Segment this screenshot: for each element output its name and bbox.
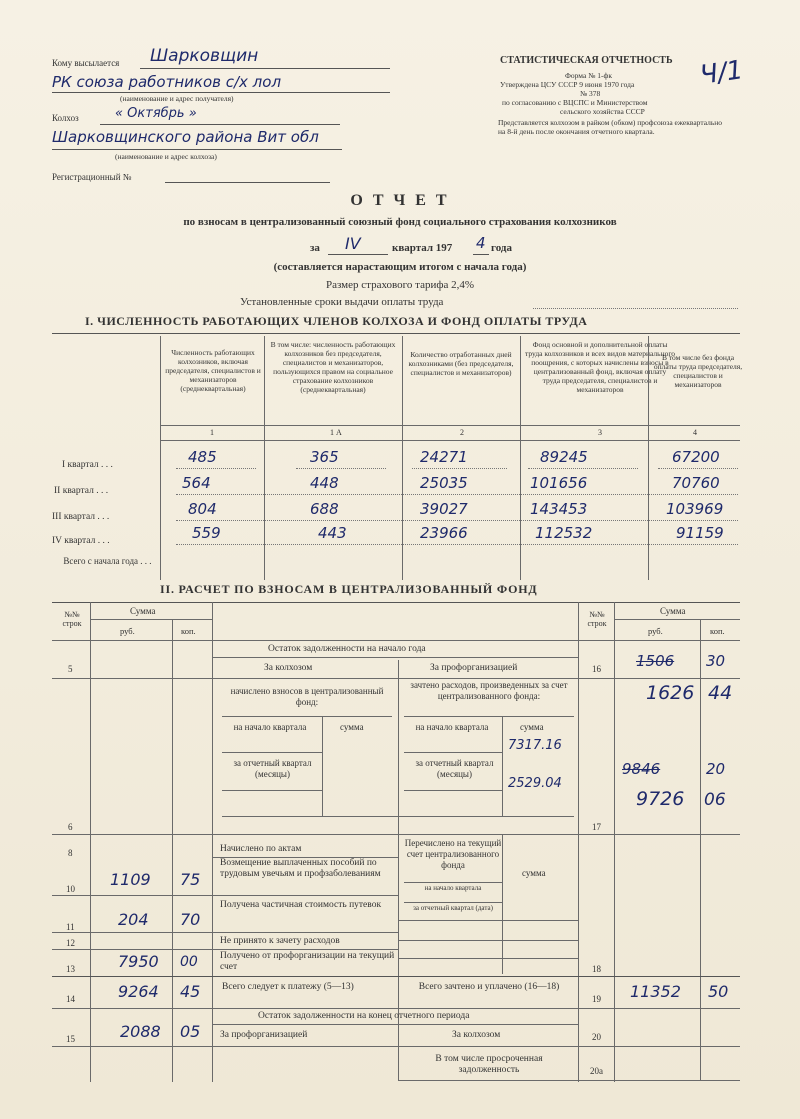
partial-vouchers: Получена частичная стоимость путевок [220, 900, 382, 910]
s2-vline [502, 834, 503, 974]
s2-rule [614, 619, 740, 620]
stat-form: Форма № 1-фк [565, 71, 612, 80]
section1-title: I. ЧИСЛЕННОСТЬ РАБОТАЮЩИХ ЧЛЕНОВ КОЛХОЗА И ФОНД ОПЛАТЫ ТРУДА [85, 314, 588, 328]
l10-kop: 75 [180, 870, 201, 889]
s1-cell: 559 [192, 524, 221, 542]
report-title: О Т Ч Е Т [350, 192, 450, 209]
line-no-20a: 20а [590, 1066, 603, 1076]
quarter-value: IV [345, 234, 361, 253]
line-no-17: 17 [592, 822, 601, 832]
s1-uline [296, 468, 386, 469]
overdue-label: В том числе просроченная задолженность [435, 1054, 543, 1075]
line-no-11: 11 [66, 922, 75, 932]
deadlines-label: Установленные сроки выдачи оплаты труда [240, 296, 444, 308]
s2-rule [52, 932, 398, 933]
line-no-13: 13 [66, 964, 75, 974]
s1-uline [412, 468, 507, 469]
s1-row-label: IV квартал . . . [52, 536, 110, 546]
s1-colnum-1a: 1 А [330, 428, 342, 437]
s1-cell: 112532 [535, 524, 593, 542]
s2-rule [52, 1008, 740, 1009]
line-no-16: 16 [592, 664, 601, 674]
l13-rub: 7950 [118, 952, 159, 971]
l14-rub: 9264 [118, 982, 159, 1001]
s2-rule [398, 940, 578, 941]
quarter-text: квартал 197 [392, 242, 453, 254]
tr-q-report: за отчетный квартал (дата) [413, 904, 493, 912]
section1-top-rule [52, 333, 740, 334]
l16-rub: 1506 [636, 652, 675, 670]
s2-vline [502, 716, 503, 816]
recipient-caption: (наименование и адрес получателя) [120, 94, 234, 103]
s1-cell: 365 [310, 448, 339, 466]
l19-rub: 11352 [630, 982, 681, 1001]
closing-balance: Остаток задолженности на конец отчетного периода [258, 1011, 470, 1021]
s1-cell: 485 [188, 448, 217, 466]
s2-rule [404, 790, 502, 791]
s2-rule [52, 834, 740, 835]
kolkhoz-address-line [52, 149, 342, 150]
line-no-5: 5 [68, 664, 73, 674]
stat-ministry: сельского хозяйства СССР [560, 107, 645, 116]
section2-top-rule [52, 602, 740, 603]
line-no-18: 18 [592, 964, 601, 974]
s1-col2-header: Количество отработанных дней колхозниками (без председателя, специалистов и механизаторов) [408, 350, 514, 377]
opening-balance: Остаток задолженности на начало года [268, 644, 426, 654]
year-digit: 4 [476, 234, 486, 252]
s2-rule [52, 976, 740, 977]
l10-rub: 1109 [110, 870, 151, 889]
accrued-label: начислено взносов в централизованный фонд: [230, 686, 384, 707]
l17-kop: 06 [704, 790, 726, 810]
s2-vline [614, 602, 615, 1082]
s1-col1-header: Численность работающих колхозников, включая председателя, специалистов и механизаторов (среднеквартальная) [165, 348, 261, 393]
section2-title: II. РАСЧЕТ ПО ВЗНОСАМ В ЦЕНТРАЛИЗОВАННЫЙ ФОНД [160, 582, 538, 596]
s2-kop-left: коп. [181, 626, 196, 636]
s1-cell: 25035 [420, 474, 468, 492]
s2-sum-header-left: Сумма [130, 606, 156, 616]
credited-label: зачтено расходов, произведенных за счет централизованного фонда: [410, 680, 568, 701]
s1-uline [528, 468, 638, 469]
s1-cell: 448 [310, 474, 339, 492]
s2-vline [322, 716, 323, 816]
cumulative-note: (составляется нарастающим итогом с начала года) [273, 261, 527, 273]
kolkhoz-address: Шарковщинского района Вит обл [52, 128, 319, 146]
s2-vline [212, 602, 213, 1082]
s2-rub-left: руб. [120, 626, 135, 636]
s2-vline [700, 620, 701, 1080]
by-acts: Начислено по актам [220, 844, 302, 854]
s1-cell: 443 [318, 524, 347, 542]
received-from-union: Получено от профорганизации на текущий счет [220, 951, 395, 972]
s1-row-label: I квартал . . . [62, 460, 113, 470]
line-no-12: 12 [66, 938, 75, 948]
s2-vline [90, 602, 91, 1082]
stat-approved: Утверждена ЦСУ СССР 9 июня 1970 года [500, 80, 635, 89]
s1-uline [176, 468, 256, 469]
to-line2-value: РК союза работников с/х лол [52, 73, 282, 91]
s1-cell: 804 [188, 500, 217, 518]
s2-rule [222, 716, 392, 717]
year-word: года [491, 242, 512, 254]
acc-q-report: за отчетный квартал (месяцы) [233, 758, 312, 779]
line-no-19: 19 [592, 994, 601, 1004]
deadlines-line [533, 308, 738, 309]
s2-rule [222, 752, 322, 753]
kolkhoz-line [100, 124, 340, 125]
l17-kop-struck: 20 [706, 760, 726, 778]
margin-mark: Ч/1 [698, 55, 746, 91]
total-due: Всего следует к платежу (5—13) [222, 982, 354, 992]
s1-cell: 67200 [672, 448, 720, 466]
reg-line [165, 182, 330, 183]
l11-rub: 204 [118, 910, 149, 929]
s1-colnum-3: 3 [598, 428, 602, 437]
for-kolkhoz-top: За колхозом [264, 663, 313, 673]
za-label: за [310, 242, 320, 254]
l11-kop: 70 [180, 910, 201, 929]
s1-total-label: Всего с начала года . . . [63, 556, 152, 566]
reg-label: Регистрационный № [52, 172, 132, 182]
acc-q-start: на начало квартала [233, 722, 307, 732]
s2-rule [52, 895, 398, 896]
s1-uline [658, 468, 738, 469]
line-no-6: 6 [68, 822, 73, 832]
line-no-15: 15 [66, 1034, 75, 1044]
credited-report-value: 2529.04 [508, 776, 562, 791]
s2-rule [398, 1080, 740, 1081]
reimbursement: Возмещение выплаченных пособий по трудовым увечьям и профзаболеваниям [220, 858, 381, 879]
s2-rule [52, 949, 398, 950]
s1-cell: 89245 [540, 448, 588, 466]
for-union-bottom: За профорганизацией [220, 1030, 308, 1040]
s1-col1a-header: В том числе: численность работающих колхозников без председателя, специалистов и механизаторов, пользующихся правом на социальное страхование колхозников (среднеквартальная) [270, 340, 396, 394]
s1-row-label: II квартал . . . [54, 486, 109, 496]
s2-rule [404, 752, 502, 753]
credited-start-value: 7317.16 [508, 738, 562, 753]
s1-header-rule [160, 425, 740, 426]
tr-sum-word: сумма [522, 868, 546, 878]
l17-rub: 9726 [636, 788, 685, 810]
transferred-label: Перечислено на текущий счет централизованного фонда [404, 838, 502, 870]
line-no-8: 8 [68, 848, 73, 858]
l16b-rub: 1626 [646, 682, 695, 704]
not-accepted: Не принято к зачету расходов [220, 936, 340, 946]
s1-row-label: III квартал . . . [52, 512, 110, 522]
quarter-line [328, 254, 388, 255]
s2-sum-header-right: Сумма [660, 606, 686, 616]
tr-q-start: на начало квартала [424, 884, 482, 892]
s1-col4-header: В том числе без фонда оплаты труда председателя, специалистов и механизаторов [653, 353, 743, 389]
line-no-14: 14 [66, 994, 75, 1004]
line-no-10: 10 [66, 884, 75, 894]
kolkhoz-label: Колхоз [52, 113, 79, 123]
line-no-20: 20 [592, 1032, 601, 1042]
s2-rule [90, 619, 212, 620]
s2-rule [52, 1046, 740, 1047]
s1-cell: 24271 [420, 448, 468, 466]
s2-no-header-right: №№ строк [587, 610, 607, 628]
s1-colnum-4: 4 [693, 428, 697, 437]
s1-cell: 39027 [420, 500, 468, 518]
l16-kop: 30 [706, 652, 726, 670]
l16b-kop: 44 [708, 682, 733, 704]
s2-rule [404, 716, 574, 717]
kolkhoz-caption: (наименование и адрес колхоза) [115, 152, 217, 161]
s2-rule [404, 882, 502, 883]
stat-title: СТАТИСТИЧЕСКАЯ ОТЧЕТНОСТЬ [500, 55, 673, 66]
s1-cell: 101656 [530, 474, 588, 492]
l19-kop: 50 [708, 982, 729, 1001]
total-paid: Всего зачтено и уплачено (16—18) [418, 982, 560, 992]
l14-kop: 45 [180, 982, 201, 1001]
l15-rub: 2088 [120, 1022, 161, 1041]
s2-vline [172, 620, 173, 1082]
s2-kop-right: коп. [710, 626, 725, 636]
s2-no-header-left: №№ строк [62, 610, 82, 628]
cred-sum-word: сумма [520, 722, 544, 732]
s1-colnum-2: 2 [460, 428, 464, 437]
for-kolkhoz-bottom: За колхозом [452, 1030, 501, 1040]
s2-rule [222, 816, 574, 817]
s2-vline [578, 602, 579, 1082]
s1-cell: 688 [310, 500, 339, 518]
to-value: Шарковщин [150, 46, 259, 66]
year-line [473, 254, 489, 255]
s2-rub-right: руб. [648, 626, 663, 636]
l17-rub-struck: 9846 [622, 760, 661, 778]
stat-agreed: по согласованию с ВЦСПС и Министерством [502, 98, 648, 107]
s1-cell: 564 [182, 474, 211, 492]
s1-cell: 103969 [666, 500, 724, 518]
l15-kop: 05 [180, 1022, 201, 1041]
stat-number: № 378 [580, 89, 601, 98]
s1-colnum-rule [160, 440, 740, 441]
s1-cell: 91159 [676, 524, 724, 542]
s1-cell: 70760 [672, 474, 720, 492]
s2-rule [222, 790, 322, 791]
s1-cell: 143453 [530, 500, 588, 518]
s1-uline [176, 520, 738, 521]
s1-rows [0, 444, 800, 584]
s1-uline [176, 494, 738, 495]
to-line [140, 68, 390, 69]
stat-note: Представляется колхозом в райком (обком) профсоюза ежеквартально на 8-й день после окончания отчетного квартала. [498, 118, 723, 136]
s1-cell: 23966 [420, 524, 468, 542]
cred-q-report: за отчетный квартал (месяцы) [415, 758, 494, 779]
s1-uline [176, 544, 738, 545]
s1-colnum-1: 1 [210, 428, 214, 437]
tariff-rate: Размер страхового тарифа 2,4% [325, 279, 475, 291]
kolkhoz-value: « Октябрь » [115, 106, 197, 121]
for-union-top: За профорганизацией [430, 663, 518, 673]
s2-rule [52, 678, 740, 679]
s2-rule [212, 657, 578, 658]
s2-rule [398, 958, 578, 959]
report-subtitle: по взносам в централизованный союзный фонд социального страхования колхозников [183, 216, 617, 228]
to-line-2 [52, 92, 390, 93]
s2-rule [212, 1024, 578, 1025]
s2-rule [404, 902, 502, 903]
acc-sum-word: сумма [340, 722, 364, 732]
cred-q-start: на начало квартала [415, 722, 489, 732]
s1-col3-header: Фонд основной и дополнительной оплаты труда колхозников и всех видов материального поощрения, с которых начислены взносы в централизованный фонд, включая оплату труда председателя, специалистов и механизаторов [525, 340, 675, 394]
s2-rule [398, 920, 578, 921]
l13-kop: 00 [180, 954, 198, 970]
to-label: Кому высылается [52, 58, 120, 68]
s2-rule [52, 640, 740, 641]
